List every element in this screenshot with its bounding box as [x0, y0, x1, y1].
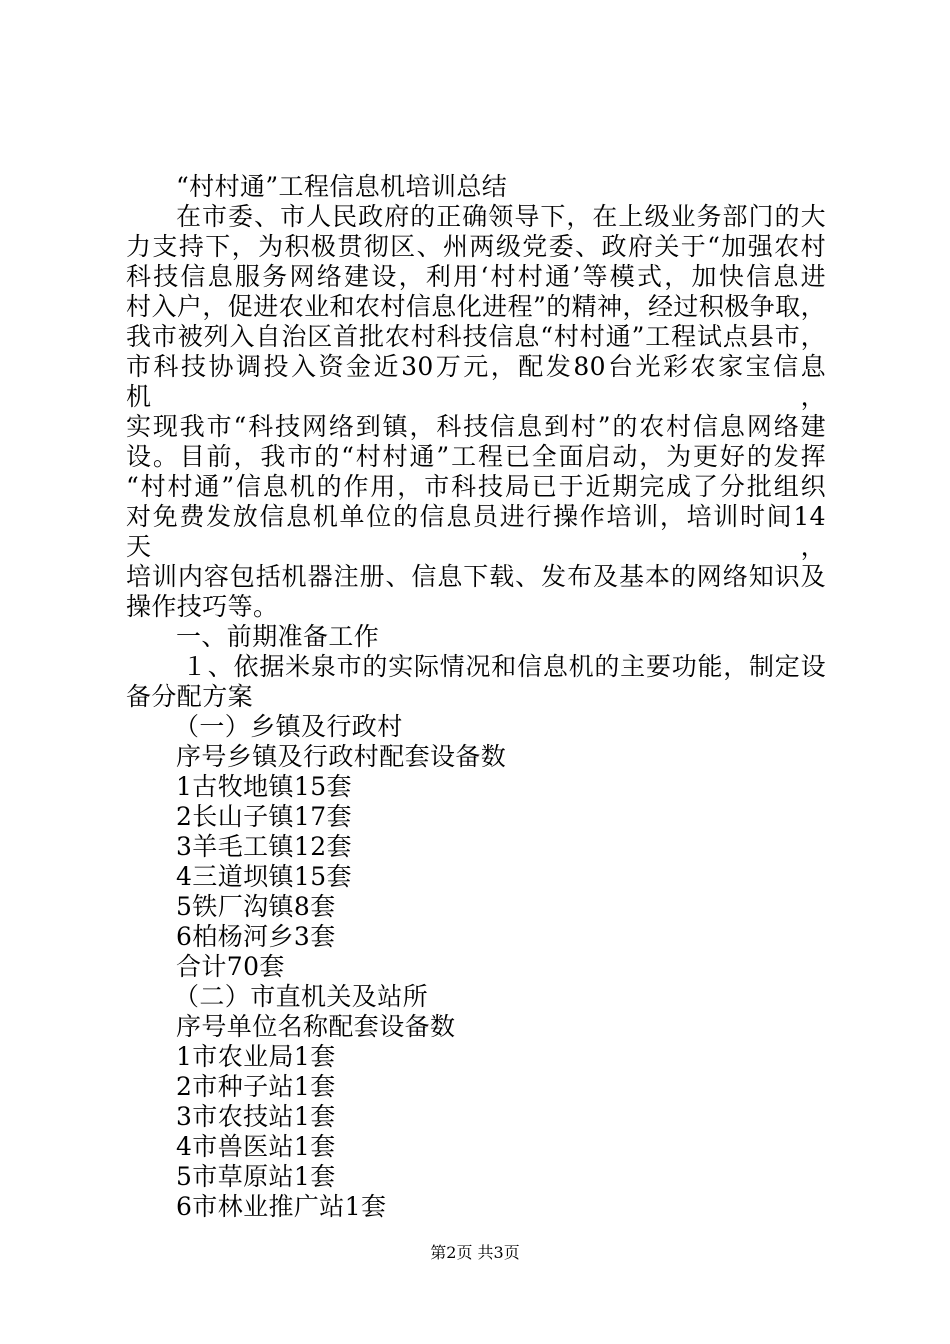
intro-line: 我市被列入自治区首批农村科技信息“村村通”工程试点县市，: [126, 322, 826, 351]
table-row: 5市草原站1套: [176, 1162, 336, 1191]
section-heading: 一、前期准备工作: [176, 622, 380, 651]
table-row: 3羊毛工镇12套: [176, 832, 352, 861]
table-row: 4三道坝镇15套: [176, 862, 352, 891]
table-row: 5铁厂沟镇8套: [176, 892, 336, 921]
table-header: 序号单位名称配套设备数: [176, 1012, 456, 1041]
intro-line: 科技信息服务网络建设，利用‘村村通’等模式，加快信息进: [126, 262, 826, 291]
table-agencies: [126, 1012, 826, 1222]
intro-line: 实现我市“科技网络到镇，科技信息到村”的农村信息网络建: [126, 412, 826, 441]
intro-line: 对免费发放信息机单位的信息员进行操作培训，培训时间14天，: [126, 502, 826, 561]
document-body: [126, 172, 826, 1222]
item-line: 备分配方案: [126, 682, 254, 711]
table-row: 6柏杨河乡3套: [176, 922, 336, 951]
subsection-heading: （一）乡镇及行政村: [174, 712, 403, 741]
table-row: 3市农技站1套: [176, 1102, 336, 1131]
table-row: 2长山子镇17套: [176, 802, 352, 831]
table-row: 4市兽医站1套: [176, 1132, 336, 1161]
intro-line: 在市委、市人民政府的正确领导下，在上级业务部门的大: [176, 202, 826, 231]
intro-line: 力支持下，为积极贯彻区、州两级党委、政府关于“加强农村: [126, 232, 826, 261]
intro-line: 操作技巧等。: [126, 592, 279, 621]
table-header: 序号乡镇及行政村配套设备数: [176, 742, 507, 771]
page-footer: 第2页 共3页: [430, 1243, 520, 1262]
intro-line: 设。目前，我市的“村村通”工程已全面启动，为更好的发挥: [126, 442, 826, 471]
table-row: 1古牧地镇15套: [176, 772, 352, 801]
intro-line: 村入户，促进农业和农村信息化进程”的精神，经过积极争取，: [126, 292, 826, 321]
table-row: 1市农业局1套: [176, 1042, 336, 1071]
intro-line: 培训内容包括机器注册、信息下载、发布及基本的网络知识及: [126, 562, 826, 591]
item-paragraph: [126, 652, 826, 712]
intro-paragraph: [126, 202, 826, 622]
table-total: 合计70套: [176, 952, 285, 981]
table-row: 2市种子站1套: [176, 1072, 336, 1101]
intro-line: 市科技协调投入资金近30万元，配发80台光彩农家宝信息机，: [126, 352, 826, 411]
table-towns: [126, 742, 826, 982]
document-title: “村村通”工程信息机培训总结: [176, 172, 508, 201]
table-row: 6市林业推广站1套: [176, 1192, 387, 1221]
subsection-heading: （二）市直机关及站所: [174, 982, 429, 1011]
item-line: １、依据米泉市的实际情况和信息机的主要功能，制定设: [182, 652, 826, 681]
intro-line: “村村通”信息机的作用，市科技局已于近期完成了分批组织: [126, 472, 826, 501]
